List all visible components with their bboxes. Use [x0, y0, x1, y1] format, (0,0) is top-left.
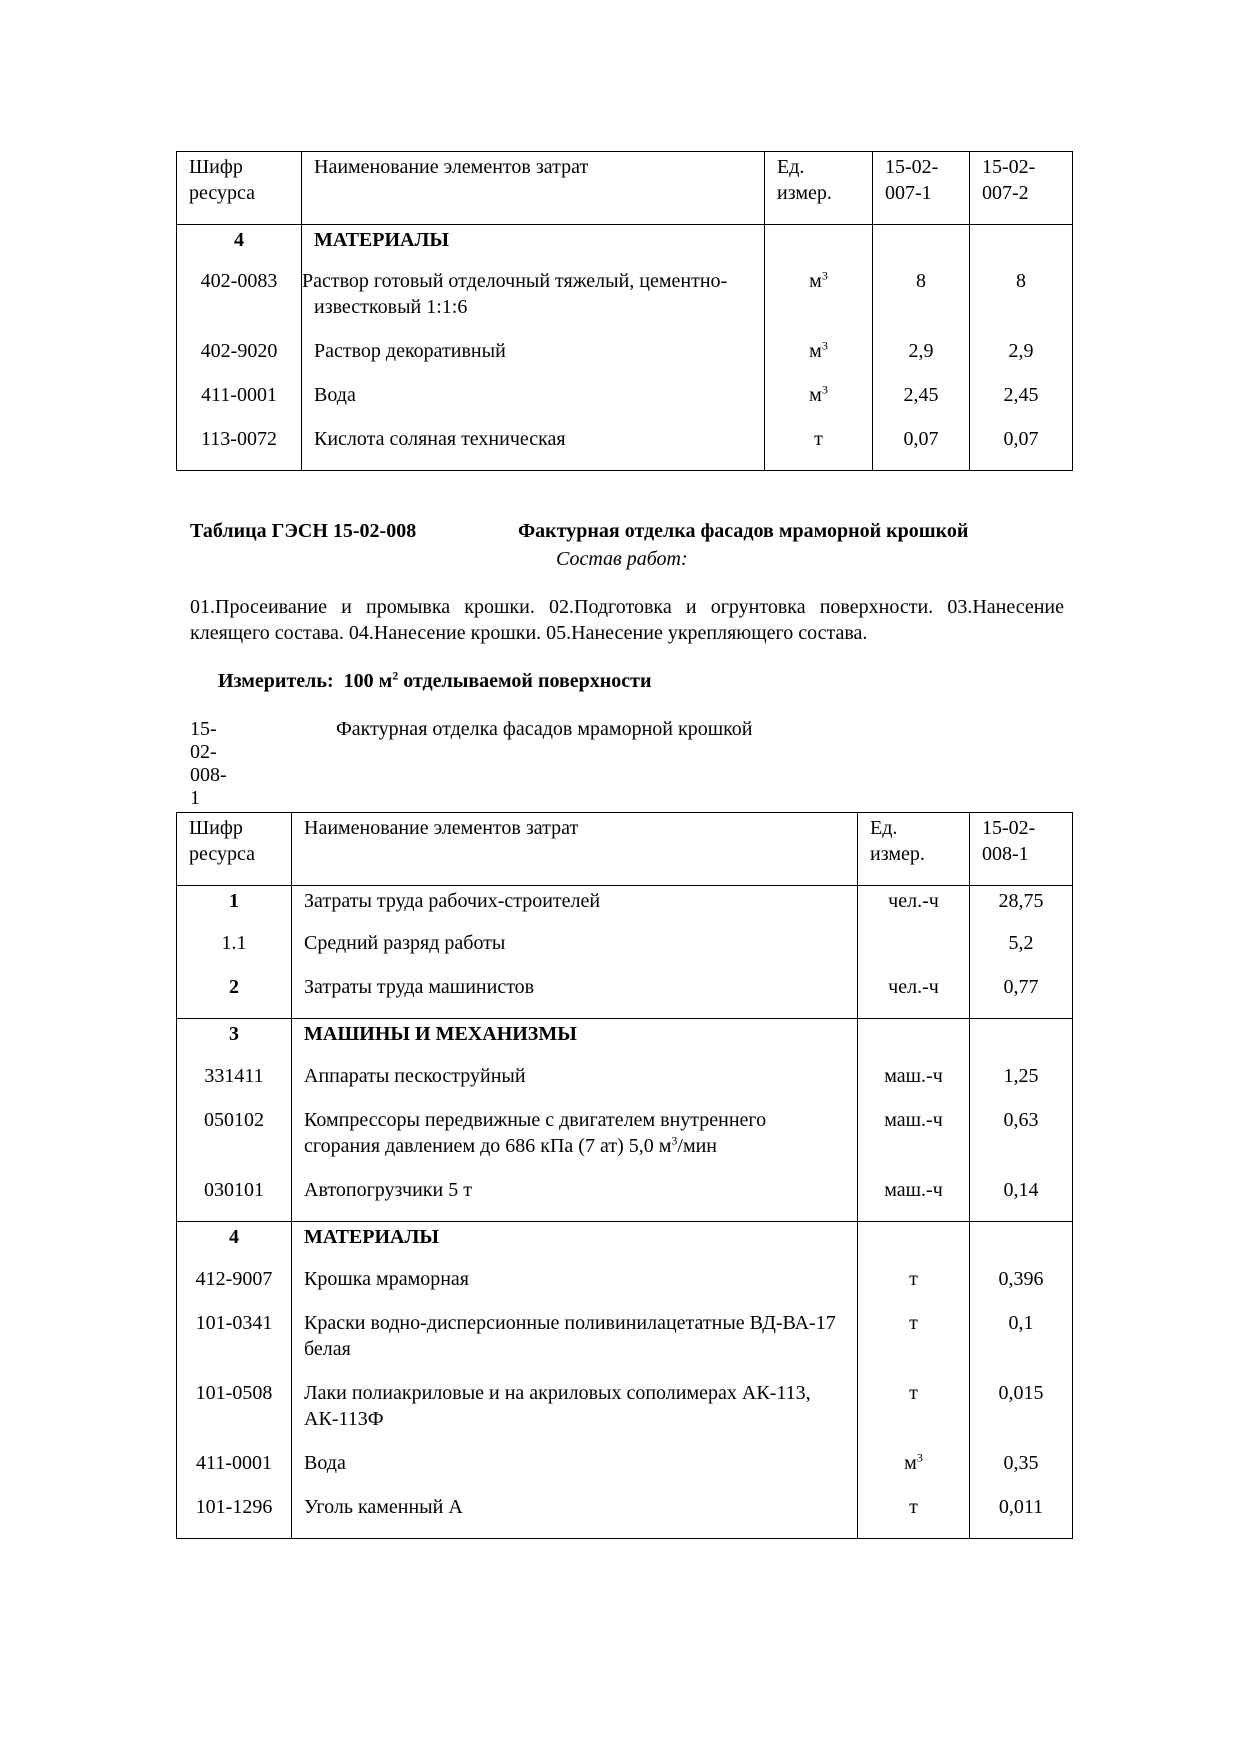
- resource-table-15-02-008: [176, 812, 1073, 1539]
- row-name: Краски водно-дисперсионные поливинилацетатные ВД-ВА-17 белая: [292, 1310, 858, 1380]
- row-value-2: 2,45: [970, 382, 1073, 426]
- row-name: Вода: [292, 1450, 858, 1494]
- row-unit: [858, 1222, 970, 1267]
- table-row: [177, 1063, 1073, 1107]
- item-code: 15-02-008-1: [190, 718, 227, 809]
- row-unit: маш.-ч: [858, 1063, 970, 1107]
- header-resource-code: Шифр ресурса: [177, 813, 292, 886]
- row-value-1: 0,63: [970, 1107, 1073, 1177]
- header-cost-name: Наименование элементов затрат: [292, 813, 858, 886]
- table-code: Таблица ГЭСН 15-02-008: [190, 520, 417, 542]
- row-code: 2: [177, 974, 292, 1019]
- row-unit: т: [858, 1266, 970, 1310]
- row-name: МАТЕРИАЛЫ: [292, 1222, 858, 1267]
- measure-value: 100 м: [343, 670, 393, 692]
- measure-label: Измеритель:: [218, 670, 334, 692]
- row-value-1: 0,011: [970, 1494, 1073, 1539]
- row-value-1: [970, 1019, 1073, 1064]
- table-row: [177, 1107, 1073, 1177]
- row-value-2: 8: [970, 268, 1073, 338]
- row-value-2: [970, 225, 1073, 269]
- row-unit: т: [858, 1310, 970, 1380]
- row-unit: [858, 930, 970, 974]
- works-subtitle: Состав работ:: [556, 548, 688, 570]
- row-unit: $м^3$: [765, 338, 873, 382]
- row-code: 050102: [177, 1107, 292, 1177]
- row-unit: маш.-ч: [858, 1107, 970, 1177]
- row-value-2: 0,07: [970, 426, 1073, 471]
- table-row: [177, 268, 1073, 338]
- table-row: [177, 225, 1073, 269]
- row-name: Компрессоры передвижные с двигателем внутреннего сгорания давлением до 686 кПа (7 ат) 5,0 $м^3$/мин: [292, 1107, 858, 1177]
- row-code: 402-0083: [177, 268, 302, 338]
- row-code: 4: [177, 225, 302, 269]
- row-unit: т: [858, 1494, 970, 1539]
- table-name: Фактурная отделка фасадов мраморной крошкой: [518, 520, 969, 542]
- works-description: 01.Просеивание и промывка крошки. 02.Подготовка и огрунтовка поверхности. 03.Нанесение клеящего состава. 04.Нанесение крошки. 05.Нанесение укрепляющего состава.: [190, 596, 1064, 644]
- row-name: Раствор готовый отделочный тяжелый, цементно-известковый 1:1:6: [302, 268, 765, 338]
- row-unit: [858, 1019, 970, 1064]
- header-cost-name: Наименование элементов затрат: [302, 152, 765, 225]
- row-name: Вода: [302, 382, 765, 426]
- row-name: Крошка мраморная: [292, 1266, 858, 1310]
- table-row: [177, 1380, 1073, 1450]
- row-code: 101-0341: [177, 1310, 292, 1380]
- row-name: Аппараты пескоструйный: [292, 1063, 858, 1107]
- row-name: Раствор декоративный: [302, 338, 765, 382]
- row-value-1: 5,2: [970, 930, 1073, 974]
- measure-sup: 2: [392, 668, 399, 683]
- header-unit: Ед. измер.: [765, 152, 873, 225]
- table-row: [177, 1450, 1073, 1494]
- header-norm-1: 15-02-007-1: [873, 152, 970, 225]
- row-code: 4: [177, 1222, 292, 1267]
- row-name: Затраты труда рабочих-строителей: [292, 886, 858, 931]
- resource-table-15-02-007: [176, 151, 1073, 471]
- table-row: [177, 426, 1073, 471]
- row-name: МАШИНЫ И МЕХАНИЗМЫ: [292, 1019, 858, 1064]
- row-unit: [765, 225, 873, 269]
- row-value-1: 28,75: [970, 886, 1073, 931]
- table-row: [177, 1177, 1073, 1222]
- row-name: МАТЕРИАЛЫ: [302, 225, 765, 269]
- row-value-1: 0,14: [970, 1177, 1073, 1222]
- row-code: 411-0001: [177, 382, 302, 426]
- row-code: 1.1: [177, 930, 292, 974]
- table-header-row: [177, 152, 1073, 225]
- row-unit: $м^3$: [765, 382, 873, 426]
- row-value-1: 0,77: [970, 974, 1073, 1019]
- row-unit: чел.-ч: [858, 886, 970, 931]
- row-unit: маш.-ч: [858, 1177, 970, 1222]
- row-value-1: 0,1: [970, 1310, 1073, 1380]
- row-value-1: 8: [873, 268, 970, 338]
- row-value-1: 2,9: [873, 338, 970, 382]
- row-value-1: 1,25: [970, 1063, 1073, 1107]
- table-row: [177, 930, 1073, 974]
- row-unit: $м^3$: [765, 268, 873, 338]
- header-resource-code: Шифр ресурса: [177, 152, 302, 225]
- row-name: Кислота соляная техническая: [302, 426, 765, 471]
- row-code: 113-0072: [177, 426, 302, 471]
- table-row: [177, 1019, 1073, 1064]
- header-unit: Ед. измер.: [858, 813, 970, 886]
- table-row: [177, 886, 1073, 931]
- row-unit: $м^3$: [858, 1450, 970, 1494]
- row-name: Средний разряд работы: [292, 930, 858, 974]
- row-code: 101-1296: [177, 1494, 292, 1539]
- row-value-1: [873, 225, 970, 269]
- row-value-1: 0,07: [873, 426, 970, 471]
- header-norm-1: 15-02-008-1: [970, 813, 1073, 886]
- row-code: 331411: [177, 1063, 292, 1107]
- row-code: 412-9007: [177, 1266, 292, 1310]
- row-unit: чел.-ч: [858, 974, 970, 1019]
- table-row: [177, 1266, 1073, 1310]
- row-value-1: 0,35: [970, 1450, 1073, 1494]
- row-code: 402-9020: [177, 338, 302, 382]
- row-name: Автопогрузчики 5 т: [292, 1177, 858, 1222]
- row-code: 3: [177, 1019, 292, 1064]
- row-code: 411-0001: [177, 1450, 292, 1494]
- row-value-2: 2,9: [970, 338, 1073, 382]
- row-name: Затраты труда машинистов: [292, 974, 858, 1019]
- row-value-1: [970, 1222, 1073, 1267]
- measure-line: [218, 670, 652, 693]
- measure-rest: отделываемой поверхности: [403, 670, 652, 692]
- table-row: [177, 1494, 1073, 1539]
- table-row: [177, 1310, 1073, 1380]
- row-value-1: 0,396: [970, 1266, 1073, 1310]
- item-name: Фактурная отделка фасадов мраморной крошкой: [336, 718, 753, 740]
- row-name: Уголь каменный А: [292, 1494, 858, 1539]
- row-code: 101-0508: [177, 1380, 292, 1450]
- row-unit: т: [858, 1380, 970, 1450]
- row-name: Лаки полиакриловые и на акриловых сополимерах АК-113, АК-113Ф: [292, 1380, 858, 1450]
- table-row: [177, 382, 1073, 426]
- row-value-1: 2,45: [873, 382, 970, 426]
- row-unit: т: [765, 426, 873, 471]
- header-norm-2: 15-02-007-2: [970, 152, 1073, 225]
- table-header-row: [177, 813, 1073, 886]
- table-row: [177, 974, 1073, 1019]
- table-row: [177, 338, 1073, 382]
- row-value-1: 0,015: [970, 1380, 1073, 1450]
- row-code: 1: [177, 886, 292, 931]
- table-row: [177, 1222, 1073, 1267]
- row-code: 030101: [177, 1177, 292, 1222]
